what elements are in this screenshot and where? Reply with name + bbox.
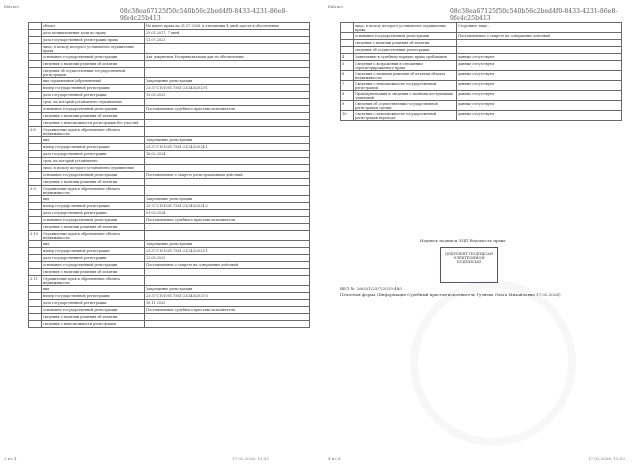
row-value [145, 321, 310, 328]
row-value: 11.07.2023 [145, 37, 310, 44]
table-row [29, 44, 310, 54]
row-label: Ограничение прав и обременение объекта недвижимости [42, 231, 145, 241]
row-label: номер государственной регистрации [42, 293, 145, 300]
row-value: данные отсутствуют [457, 91, 622, 101]
row-number: 3.9 [29, 186, 42, 196]
row-label: дата государственной регистрации права [42, 37, 145, 44]
table-row [29, 23, 310, 30]
row-value: 23:37:1101001:7561-23/245/2025-3 [145, 293, 310, 300]
row-value: 16.02.2024 [145, 151, 310, 158]
row-value [457, 47, 622, 54]
table-row [29, 262, 310, 269]
row-value: Запрещение регистрации [145, 286, 310, 293]
row-number [29, 217, 42, 224]
row-value [145, 120, 310, 127]
row-value: Постановление судебного пристава-исполнителя [145, 307, 310, 314]
row-number [341, 23, 354, 33]
table-row [29, 158, 310, 165]
row-label: Сведения о возражении в отношении зарегистрированного права [354, 61, 457, 71]
row-label: сведения об осуществлении регистрации [354, 47, 457, 54]
table-row [29, 99, 310, 106]
row-value: Не имеет права на 31.07.2026, в отношении 4 дней ареста в обеспечении [145, 23, 310, 30]
row-number [29, 92, 42, 99]
row-number [29, 78, 42, 85]
row-label: сведения о наличии решения об изъятии [42, 314, 145, 321]
row-label: основание государственной регистрации [354, 33, 457, 40]
table-row [29, 307, 310, 314]
page-timestamp: 17.02.2026, 12:53 [588, 456, 625, 461]
row-value: 25.01.2017, 7 дней [145, 30, 310, 37]
row-value: 23:37:1101001:7561-23/245/2025-1 [145, 248, 310, 255]
row-number [29, 179, 42, 186]
row-number [29, 300, 42, 307]
table-row [341, 111, 622, 121]
row-value [145, 44, 310, 54]
row-label: дата государственной регистрации [42, 255, 145, 262]
document-uid: 08c38ea67125f50c540b56c2bed4f0-8433-4231-86e8-9fe4c25b413 [120, 8, 288, 22]
row-value: Постановление судебного пристава-исполнителя [145, 106, 310, 113]
row-number [29, 286, 42, 293]
table-row [29, 137, 310, 144]
row-label: основание государственной регистрации [42, 54, 145, 61]
signature-line-1: ВЕЛ №: 2603/1/25/7/2025-485 [340, 286, 402, 291]
row-value [145, 231, 310, 241]
page-timestamp: 17.02.2026, 12:53 [232, 456, 269, 461]
row-label: дата государственной регистрации [42, 210, 145, 217]
row-label: номер государственной регистрации [42, 248, 145, 255]
stamp-text: ДОКУМЕНТ ПОДПИСАН ЭЛЕКТРОННОЙ ПОДПИСЬЮ [444, 252, 494, 264]
row-label: основание государственной регистрации [42, 217, 145, 224]
row-value: Запрещение регистрации [145, 78, 310, 85]
table-row [341, 81, 622, 91]
row-value: данные отсутствуют [457, 111, 622, 121]
row-number: 10 [341, 111, 354, 121]
row-value: данные отсутствуют [457, 71, 622, 81]
table-row [29, 300, 310, 307]
row-label: дата государственной регистрации [42, 151, 145, 158]
table-row [29, 314, 310, 321]
row-value [145, 276, 310, 286]
row-value [145, 127, 310, 137]
row-value: Постановление о запрете регистрационных действий [145, 172, 310, 179]
row-number [29, 37, 42, 44]
page-number: 3 из 4 [4, 456, 17, 461]
table-row [29, 61, 310, 68]
row-number: 4 [341, 54, 354, 61]
row-value: Запрещение регистрации [145, 137, 310, 144]
row-number [29, 269, 42, 276]
row-label: вид [42, 286, 145, 293]
table-row [29, 217, 310, 224]
row-label: лицо, в пользу которого установлено ограничение права [354, 23, 457, 33]
table-row [29, 186, 310, 196]
row-number [29, 172, 42, 179]
row-label: Заявленные в судебном порядке права требования [354, 54, 457, 61]
row-value [457, 40, 622, 47]
table-row [341, 47, 622, 54]
row-label: сведения о наличии решения об изъятии [42, 113, 145, 120]
row-value: данные отсутствуют [457, 101, 622, 111]
row-number [29, 106, 42, 113]
row-label: дата возникновения доли по праву [42, 30, 145, 37]
table-row [29, 68, 310, 78]
table-row [29, 286, 310, 293]
row-number: 5 [341, 61, 354, 71]
row-label: Сведения о невозможности государственной регистрации перехода [354, 111, 457, 121]
row-number [29, 151, 42, 158]
table-row [29, 92, 310, 99]
watermark-seal [410, 280, 576, 446]
extract-table-right [340, 22, 622, 121]
row-label: объект [42, 23, 145, 30]
table-row [29, 165, 310, 172]
row-label: Сведения о наличии решения об изъятии объекта недвижимости [354, 71, 457, 81]
row-number [29, 307, 42, 314]
row-number [29, 23, 42, 30]
row-label: вид [42, 241, 145, 248]
row-number: 7 [341, 81, 354, 91]
row-value: Стороннее лицо... [457, 23, 622, 33]
row-value: Постановление о запрете на совершение действий [457, 33, 622, 40]
row-number [341, 47, 354, 54]
table-row [29, 113, 310, 120]
row-number [29, 113, 42, 120]
table-row [29, 127, 310, 137]
signature-line-2: Печатная форма (Информация Судебный пристав-исполнитель Гуляева Ольга Михайловна 17.02.2026) [340, 292, 561, 297]
row-value: Постановление о запрете на совершение действий [145, 262, 310, 269]
row-value [145, 158, 310, 165]
row-number [29, 137, 42, 144]
row-label: дата государственной регистрации [42, 92, 145, 99]
row-label: дата государственной регистрации [42, 300, 145, 307]
row-value: 10.11.2025 [145, 300, 310, 307]
table-row [29, 276, 310, 286]
row-label: вид ограничения (обременения) [42, 78, 145, 85]
row-number [29, 158, 42, 165]
row-label: номер государственной регистрации [42, 85, 145, 92]
table-row [341, 54, 622, 61]
row-label: сведения о наличии решения об изъятии [42, 269, 145, 276]
row-number [29, 314, 42, 321]
row-number [29, 44, 42, 54]
row-number [29, 120, 42, 127]
row-number: 8 [341, 91, 354, 101]
row-label: срок, на который установлено ограничение [42, 99, 145, 106]
row-value: 23:37:1101001:7561-23/245/2024-1 [145, 144, 310, 151]
row-number [29, 165, 42, 172]
row-value: Акт документы Росприватизации дан по обеспечению [145, 54, 310, 61]
table-row [341, 91, 622, 101]
row-number: 3.10 [29, 231, 42, 241]
row-number [29, 99, 42, 106]
row-label: основание государственной регистрации [42, 106, 145, 113]
row-label: Ограничение прав и обременение объекта недвижимости [42, 276, 145, 286]
table-row [29, 151, 310, 158]
row-number [29, 203, 42, 210]
row-value: Запрещение регистрации [145, 196, 310, 203]
row-value: данные отсутствуют [457, 61, 622, 71]
row-value [145, 224, 310, 231]
row-value [145, 99, 310, 106]
row-number [29, 30, 42, 37]
table-row [341, 40, 622, 47]
row-label: Ограничение прав и обременение объекта недвижимости [42, 127, 145, 137]
row-value: 23:37:1101001:7561-23/245/2024-2 [145, 203, 310, 210]
row-value: Постановление судебного пристава-исполнителя [145, 217, 310, 224]
row-label: Сведения об осуществлении государственной регистрации сделки [354, 101, 457, 111]
row-number: 3.11 [29, 276, 42, 286]
table-row [29, 269, 310, 276]
row-number [29, 241, 42, 248]
table-row [341, 101, 622, 111]
row-label: сведения о наличии решения об изъятии [42, 179, 145, 186]
row-value [145, 113, 310, 120]
row-value: Запрещение регистрации [145, 241, 310, 248]
row-value [145, 61, 310, 68]
row-number: 9 [341, 101, 354, 111]
table-row [29, 224, 310, 231]
table-row [341, 61, 622, 71]
row-number [29, 255, 42, 262]
row-number [29, 68, 42, 78]
table-row [29, 172, 310, 179]
row-value: данные отсутствуют [457, 54, 622, 61]
table-row [29, 231, 310, 241]
row-number [29, 196, 42, 203]
row-number [341, 33, 354, 40]
row-number [341, 40, 354, 47]
row-label: номер государственной регистрации [42, 144, 145, 151]
row-label: лицо, в пользу которого установлено ограничение права [42, 44, 145, 54]
row-number [29, 54, 42, 61]
row-number [29, 321, 42, 328]
row-number [29, 224, 42, 231]
page-corner-label: Extract [4, 4, 19, 9]
table-row [29, 37, 310, 44]
page-number: 4 из 4 [328, 456, 341, 461]
row-number [29, 85, 42, 92]
table-row [29, 210, 310, 217]
row-label: сведения о наличии решения об изъятии [354, 40, 457, 47]
table-row [29, 54, 310, 61]
row-number [29, 248, 42, 255]
table-row [29, 196, 310, 203]
row-label: вид [42, 137, 145, 144]
row-label: основание государственной регистрации [42, 172, 145, 179]
row-label: сведения о наличии решения об изъятии [42, 61, 145, 68]
row-value: 23:37:1101001:7561-23/245/2023-1 [145, 85, 310, 92]
row-value: 22.05.2025 [145, 255, 310, 262]
table-row [29, 255, 310, 262]
row-number [29, 262, 42, 269]
row-label: основание государственной регистрации [42, 262, 145, 269]
table-row [341, 33, 622, 40]
row-number [29, 61, 42, 68]
extract-table-left [28, 22, 310, 328]
row-label: сведения о невозможности регистрации без участия [42, 120, 145, 127]
row-value [145, 314, 310, 321]
row-value [145, 68, 310, 78]
row-number [29, 144, 42, 151]
row-label: основание государственной регистрации [42, 307, 145, 314]
document-uid: 08c38ea67125f50c540b56c2bed4f0-8433-4231-86e8-9fe4c25b413 [450, 8, 618, 22]
row-value: данные отсутствуют [457, 81, 622, 91]
row-label: срок, на который установлено [42, 158, 145, 165]
table-row [29, 179, 310, 186]
row-label: сведения об осуществлении государственной регистрации [42, 68, 145, 78]
row-value [145, 179, 310, 186]
table-row [29, 293, 310, 300]
electronic-signature-stamp [440, 247, 498, 283]
row-value [145, 269, 310, 276]
row-label: сведения о наличии решения об изъятии [42, 224, 145, 231]
row-label: Сведения о невозможности государственной регистрации [354, 81, 457, 91]
table-row [341, 71, 622, 81]
row-number: 6 [341, 71, 354, 81]
row-label: Правопритязания и сведения о наличии поступивших заявлений [354, 91, 457, 101]
table-row [29, 85, 310, 92]
table-row [29, 203, 310, 210]
row-label: лицо, в пользу которого установлено ограничение [42, 165, 145, 172]
signature-title: Надпись подписи ЭЦП Ведомость права [420, 238, 506, 243]
table-row [29, 106, 310, 113]
row-value [145, 165, 310, 172]
row-label: вид [42, 196, 145, 203]
table-row [29, 321, 310, 328]
table-row [29, 78, 310, 85]
page-corner-label: Extract [328, 4, 343, 9]
row-label: Ограничение прав и обременение объекта недвижимости [42, 186, 145, 196]
row-number [29, 210, 42, 217]
row-value [145, 186, 310, 196]
row-value: 01.03.2024 [145, 210, 310, 217]
table-row [29, 144, 310, 151]
table-row [29, 248, 310, 255]
row-number [29, 293, 42, 300]
table-row [29, 120, 310, 127]
row-number: 3.8 [29, 127, 42, 137]
row-value: 13.05.2023 [145, 92, 310, 99]
row-label: номер государственной регистрации [42, 203, 145, 210]
table-row [29, 30, 310, 37]
table-row [341, 23, 622, 33]
table-row [29, 241, 310, 248]
row-label: сведения о невозможности регистрации [42, 321, 145, 328]
